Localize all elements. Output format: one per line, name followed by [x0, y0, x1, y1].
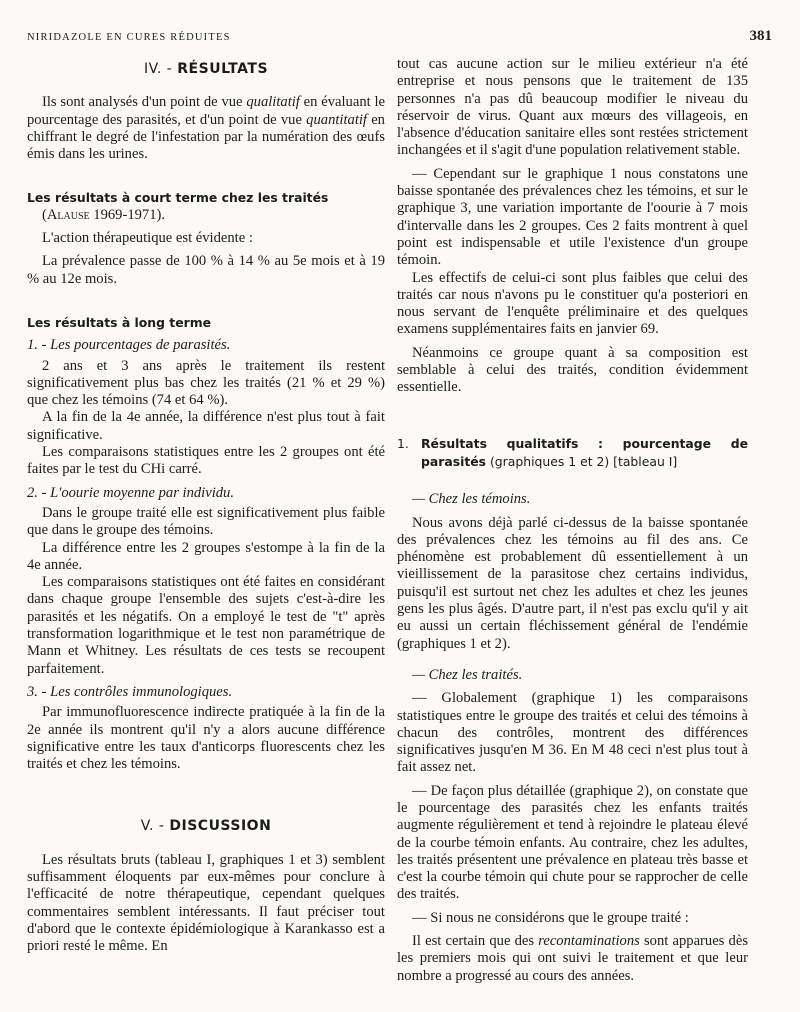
intro-paragraph — [27, 94, 385, 163]
section-number: IV. - — [143, 61, 178, 77]
chez-les-traites-heading: — Chez les traités. — [412, 666, 523, 683]
traites-p4-text-b: sont apparues dès les premiers mois qui ont suivi le traitement et que leur nombre a progressé au cours des années. — [397, 933, 748, 984]
right-column — [397, 56, 748, 985]
left-column — [27, 56, 385, 955]
section-heading: RÉSULTATS — [177, 61, 269, 77]
court-terme-paragraph-2: La prévalence passe de 100 % à 14 % au 5e mois et à 19 % au 12e mois. — [27, 253, 385, 287]
item3-paragraph-1: Par immunofluorescence indirecte pratiquée à la fin de la 2e année ils montrent qu'il n'y a alors aucune différence significative entre les taux d'anticorps fluorescents chez les traités et chez les témoins. — [27, 704, 385, 773]
traites-p4-text-a: Il est certain que des — [412, 933, 539, 950]
traites-paragraph-2: — De façon plus détaillée (graphique 2), on constate que le pourcentage des parasités chez les enfants traités augmente régulièrement et tend à rejoindre le plateau élevé de la courbe témoin enfants. Au contraire, chez les adultes, les traités présentent une prévalence en plateau très basse et c'est la courbe témoin qui chute pour se rapprocher de celle des traités. — [397, 782, 748, 903]
intro-emphasis-qualitatif: qualitatif — [246, 94, 300, 111]
right-paragraph-1: tout cas aucune action sur le milieu extérieur n'a été entreprise et nous pensons que le traitement de 135 personnes n'a pas dû beaucoup modifier le niveau du réservoir de virus. Quant aux mœurs des villageois, en l'absence d'éducation sanitaire elles sont restées strictement inchangées et il s'agit d'une population relativement stable. — [397, 56, 748, 159]
item2-paragraph-1: Dans le groupe traité elle est significativement plus faible que dans le groupe des témoins. — [27, 504, 385, 539]
citation-years: 1969-1971). — [89, 206, 166, 223]
court-terme-paragraph-1: L'action thérapeutique est évidente : — [42, 230, 253, 247]
subheading-long-terme: Les résultats à long terme — [27, 314, 212, 330]
citation-paren: ( — [42, 206, 47, 223]
subheading-bold-text: Résultats qualitatifs : pourcentage de parasités — [421, 435, 748, 469]
section-number: V. - — [140, 818, 170, 835]
page-header — [27, 28, 772, 48]
subheading-number: 1. — [397, 435, 409, 451]
running-head: NIRIDAZOLE EN CURES RÉDUITES — [27, 32, 231, 43]
court-terme-citation — [27, 207, 385, 224]
traites-paragraph-3: — Si nous ne considérons que le groupe traité : — [412, 909, 689, 926]
item-heading-immunologiques: 3. - Les contrôles immunologiques. — [27, 683, 233, 700]
traites-paragraph-1: — Globalement (graphique 1) les comparaisons statistiques entre le groupe des traités et celui des témoins à chacun des contrôles, montrent des différences significatives jusqu'en M 36. En M 48 ceci n'est plus tout à fait assez net. — [397, 690, 748, 776]
traites-paragraph-4 — [397, 933, 748, 985]
intro-text-a: Ils sont analysés d'un point de vue — [42, 94, 247, 111]
subheading-court-terme: Les résultats à court terme chez les traités — [27, 190, 329, 206]
intro-text-c: en chiffrant le degré de l'infestation par la numération des œufs émis dans les urines. — [27, 111, 385, 163]
section-title-resultats — [27, 61, 385, 78]
intro-emphasis-quantitatif: quantitatif — [306, 111, 367, 128]
item-heading-pourcentages: 1. - Les pourcentages de parasités. — [27, 337, 231, 354]
item-heading-oourie: 2. - L'oourie moyenne par individu. — [27, 484, 234, 501]
right-paragraph-4: Néanmoins ce groupe quant à sa composition est semblable à celui des traités, condition évidemment essentielle. — [397, 344, 748, 396]
item2-paragraph-3: Les comparaisons statistiques ont été faites en considérant dans chaque groupe l'ensemble des sujets c'est-à-dire les parasités et les négatifs. On a employé le test de "t" après transformation logarithmique et le test non paramétrique de Mann et Whitney. Les résultats de ces tests se recoupent parfaitement. — [27, 574, 385, 677]
traites-p4-emphasis: recontaminations — [538, 933, 640, 950]
right-paragraph-2: — Cependant sur le graphique 1 nous constatons une baisse spontanée des prévalences chez les témoins, et sur le graphique 3, une variation importante de l'oourie à 7 mois d'intervalle dans les 2 groupes. Ces 2 faits montrent à quel point est indispensable et utile l'existence d'un groupe témoin. — [397, 165, 748, 269]
right-paragraph-3: Les effectifs de celui-ci sont plus faibles que celui des traités car nous n'avons pu le constituer qu'a posteriori en nous servant de l'enquête préliminaire et des quelques examens supplémentaires faits en janvier 69. — [397, 269, 748, 338]
section-title-discussion — [27, 818, 385, 835]
item1-paragraph-1: 2 ans et 3 ans après le traitement ils restent significativement plus bas chez les traités (21 % et 29 %) que chez les témoins (74 et 64 %). — [27, 357, 385, 409]
temoins-paragraph: Nous avons déjà parlé ci-dessus de la baisse spontanée des prévalences chez les témoins au fil des ans. Ce phénomène est probablement dû essentiellement à un vieillissement de la parasitose chez certains individus, puisqu'il est surtout net chez les adultes et chez les jeunes gens les plus âgés. D'autre part, il n'est pas exclu qu'il y ait eu aussi un certain fléchissement général de l'endémie (graphiques 1 et 2). — [397, 514, 748, 652]
item1-paragraph-2: A la fin de la 4e année, la différence n'est plus tout à fait significative. — [27, 409, 385, 443]
section-heading: DISCUSSION — [169, 818, 272, 835]
discussion-paragraph-1: Les résultats bruts (tableau I, graphiques 1 et 3) semblent suffisamment éloquents par eux-mêmes pour conclure à l'efficacité de notre thérapeutique, cependant quelques commentaires semblent intéressants. Il faut préciser tout d'abord que le contexte épidémiologique à Karankasso est a priori resté le même. En — [27, 851, 385, 955]
subheading-references: (graphiques 1 et 2) [tableau I] — [486, 453, 678, 469]
item1-paragraph-3: Les comparaisons statistiques entre les 2 groupes ont été faites par le test du CHi carré. — [27, 444, 385, 478]
subheading-resultats-qualitatifs — [397, 435, 748, 472]
citation-author: Alause — [46, 206, 90, 223]
page-number: 381 — [749, 28, 772, 44]
chez-les-temoins-heading: — Chez les témoins. — [412, 491, 531, 508]
item2-paragraph-2: La différence entre les 2 groupes s'estompe à la fin de la 4e année. — [27, 539, 385, 573]
intro-text-b: en évaluant le pourcentage des parasités, et d'un point de vue — [27, 94, 386, 128]
